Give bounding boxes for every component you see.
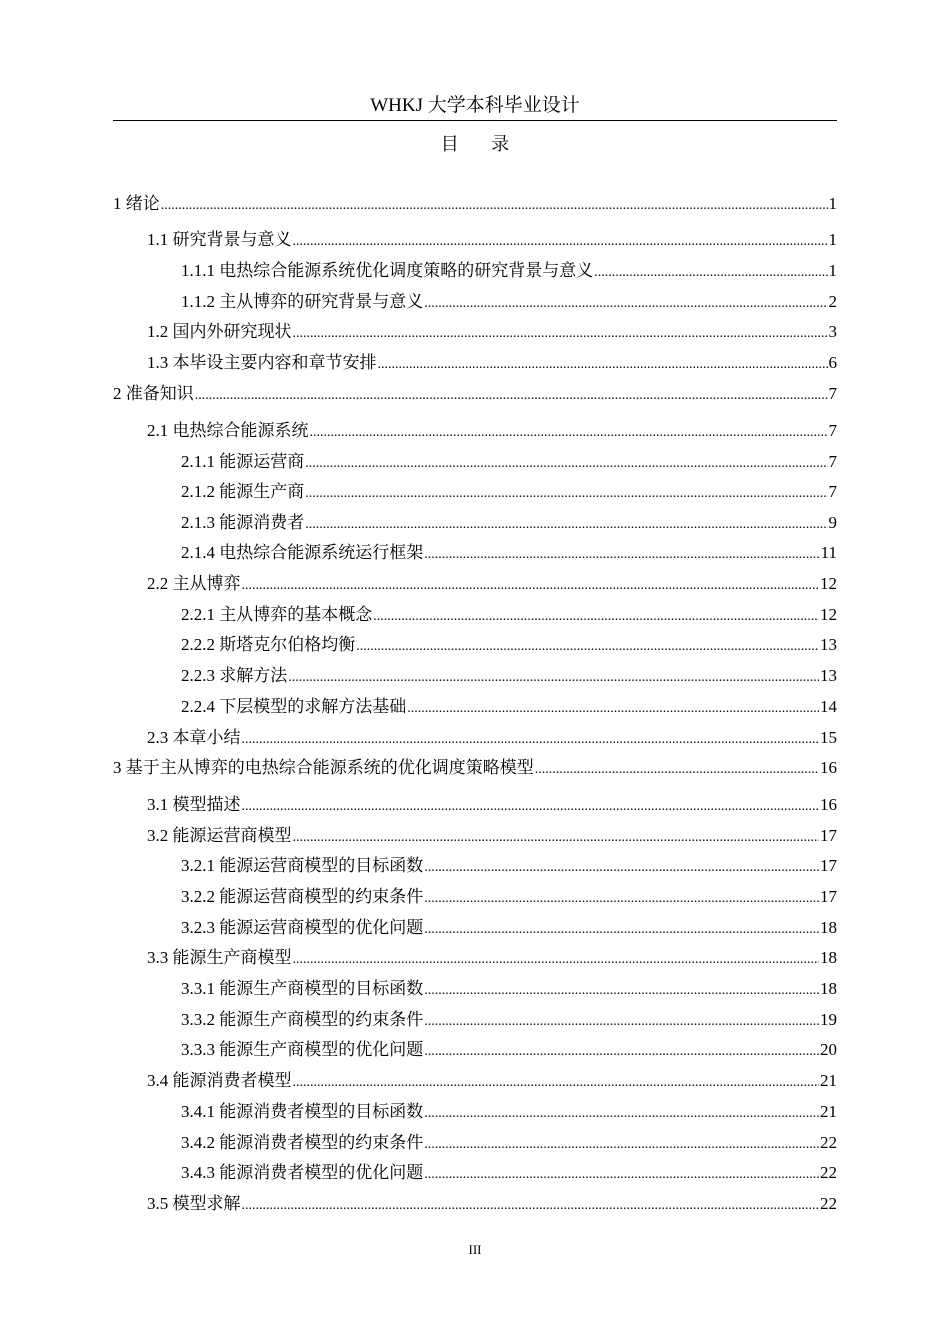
toc-entry-label: 2 准备知识 [113,384,194,403]
toc-entry[interactable] [113,1035,837,1061]
toc-entry-label: 2.1.3 能源消费者 [181,513,305,532]
toc-entry-label: 2.1.1 能源运营商 [181,452,305,471]
toc-leader-dots [424,1166,819,1184]
toc-entry-page: 13 [820,635,837,654]
toc-leader-dots [424,859,819,877]
toc-entry[interactable] [113,692,837,718]
toc-leader-dots [242,1197,820,1215]
toc-leader-dots [305,485,827,503]
toc-entry-page: 1 [828,230,837,249]
page-number: III [468,1242,482,1257]
toc-entry[interactable] [113,569,837,595]
page-footer [0,1242,950,1258]
toc-entry-page: 20 [820,1040,837,1059]
toc-entry-page: 18 [820,979,837,998]
toc-entry-label: 3.4.1 能源消费者模型的目标函数 [181,1102,424,1121]
toc-entry-page: 14 [820,697,837,716]
toc-leader-dots [293,233,828,251]
toc-entry-label: 1.1.1 电热综合能源系统优化调度策略的研究背景与意义 [181,261,594,280]
toc-entry-label: 3.1 模型描述 [147,795,241,814]
toc-entry[interactable] [113,600,837,626]
toc-leader-dots [305,516,827,534]
toc-leader-dots [424,1105,819,1123]
toc-entry[interactable] [113,379,837,405]
toc-entry[interactable] [113,1005,837,1031]
toc-entry[interactable] [113,348,837,374]
toc-entry-label: 2.1 电热综合能源系统 [147,421,309,440]
header-text: WHKJ 大学本科毕业设计 [370,95,580,116]
toc-entry-page: 16 [820,795,837,814]
toc-entry-label: 2.1.2 能源生产商 [181,482,305,501]
toc-entry-page: 17 [820,826,837,845]
toc-entry-page: 1 [828,261,837,280]
toc-entry-label: 3.4.3 能源消费者模型的优化问题 [181,1163,424,1182]
toc-title: 目 录 [440,134,524,154]
toc-entry-page: 22 [820,1133,837,1152]
toc-leader-dots [293,1074,820,1092]
toc-entry-page: 22 [820,1194,837,1213]
toc-entry[interactable] [113,1097,837,1123]
toc-entry[interactable] [113,821,837,847]
toc-leader-dots [305,455,827,473]
toc-leader-dots [424,921,819,939]
toc-entry[interactable] [113,287,837,313]
toc-entry-label: 1.1.2 主从博弈的研究背景与意义 [181,292,424,311]
toc-entry[interactable] [113,189,837,215]
toc-entry-page: 13 [820,666,837,685]
toc-entry[interactable] [113,256,837,282]
toc-leader-dots [424,890,819,908]
toc-entry-label: 3.2.2 能源运营商模型的约束条件 [181,887,424,906]
toc-entry-page: 2 [828,292,837,311]
toc-entry[interactable] [113,882,837,908]
toc-entry[interactable] [113,913,837,939]
toc-entry[interactable] [113,790,837,816]
toc-entry[interactable] [113,974,837,1000]
toc-entry-page: 12 [820,574,837,593]
toc-entry-label: 3.2.1 能源运营商模型的目标函数 [181,856,424,875]
toc-entry-label: 1 绪论 [113,194,160,213]
toc-entry[interactable] [113,508,837,534]
toc-entry-label: 3.3.3 能源生产商模型的优化问题 [181,1040,424,1059]
toc-entry[interactable] [113,1128,837,1154]
toc-entry-page: 12 [820,605,837,624]
toc-entry-label: 2.2 主从博弈 [147,574,241,593]
toc-entry-label: 2.3 本章小结 [147,728,241,747]
toc-leader-dots [356,638,819,656]
toc-entry[interactable] [113,723,837,749]
toc-entry-label: 3.2 能源运营商模型 [147,826,292,845]
toc-entry-page: 21 [820,1102,837,1121]
toc-leader-dots [293,829,820,847]
toc-entry[interactable] [113,1066,837,1092]
toc-entry-page: 7 [828,452,837,471]
toc-entry-label: 3 基于主从博弈的电热综合能源系统的优化调度策略模型 [113,758,534,777]
toc-leader-dots [535,761,819,779]
toc-entry-page: 9 [828,513,837,532]
toc-entry[interactable] [113,1158,837,1184]
toc-entry[interactable] [113,538,837,564]
toc-entry-page: 21 [820,1071,837,1090]
toc-entry[interactable] [113,447,837,473]
toc-leader-dots [424,1043,819,1061]
toc-entry-label: 2.2.1 主从博弈的基本概念 [181,605,373,624]
toc-entry-page: 7 [828,421,837,440]
toc-leader-dots [378,356,828,374]
toc-leader-dots [195,387,828,405]
toc-entry-label: 3.3 能源生产商模型 [147,948,292,967]
toc-entry[interactable] [113,753,837,779]
toc-leader-dots [424,1136,819,1154]
toc-entry-label: 3.3.1 能源生产商模型的目标函数 [181,979,424,998]
toc-leader-dots [424,982,819,1000]
toc-entry-page: 22 [820,1163,837,1182]
toc-leader-dots [424,1013,819,1031]
toc-leader-dots [161,197,828,215]
toc-entry-page: 7 [828,482,837,501]
toc-entry-page: 18 [820,918,837,937]
toc-leader-dots [424,546,819,564]
toc-leader-dots [310,424,828,442]
toc-leader-dots [293,951,820,969]
toc-leader-dots [288,669,819,687]
toc-entry-page: 15 [820,728,837,747]
toc-entry-label: 2.2.4 下层模型的求解方法基础 [181,697,407,716]
toc-entry-label: 1.1 研究背景与意义 [147,230,292,249]
toc-entry-label: 2.1.4 电热综合能源系统运行框架 [181,543,424,562]
toc-leader-dots [373,608,819,626]
toc-entry-page: 17 [820,887,837,906]
toc-entry-label: 1.3 本毕设主要内容和章节安排 [147,353,377,372]
toc-leader-dots [242,731,820,749]
toc-entry-label: 3.2.3 能源运营商模型的优化问题 [181,918,424,937]
toc-leader-dots [242,798,820,816]
toc-entry-label: 3.3.2 能源生产商模型的约束条件 [181,1010,424,1029]
toc-entry[interactable] [113,477,837,503]
toc-entry[interactable] [113,630,837,656]
toc-entry-label: 2.2.2 斯塔克尔伯格均衡 [181,635,356,654]
toc-entry-page: 18 [820,948,837,967]
toc-entry-page: 1 [828,194,837,213]
toc-entry[interactable] [113,317,837,343]
toc-entry[interactable] [113,1189,837,1215]
toc-entry[interactable] [113,416,837,442]
toc-entry-label: 3.5 模型求解 [147,1194,241,1213]
toc-leader-dots [424,295,827,313]
toc-leader-dots [407,700,819,718]
toc-entry-label: 3.4.2 能源消费者模型的约束条件 [181,1133,424,1152]
toc-entry-page: 17 [820,856,837,875]
toc-entry-page: 19 [820,1010,837,1029]
toc-entry[interactable] [113,943,837,969]
toc-leader-dots [293,325,828,343]
toc-entry[interactable] [113,661,837,687]
toc-entry-label: 1.2 国内外研究现状 [147,322,292,341]
toc-entry-label: 2.2.3 求解方法 [181,666,288,685]
toc-entry-page: 7 [828,384,837,403]
toc-entry-label: 3.4 能源消费者模型 [147,1071,292,1090]
toc-leader-dots [242,577,820,595]
toc-entry-page: 11 [820,543,837,562]
toc-entry[interactable] [113,225,837,251]
toc-entry-page: 16 [820,758,837,777]
toc-entry-page: 3 [828,322,837,341]
page-header [113,92,837,121]
toc-leader-dots [594,264,827,282]
toc-entry-page: 6 [828,353,837,372]
toc-entry[interactable] [113,851,837,877]
